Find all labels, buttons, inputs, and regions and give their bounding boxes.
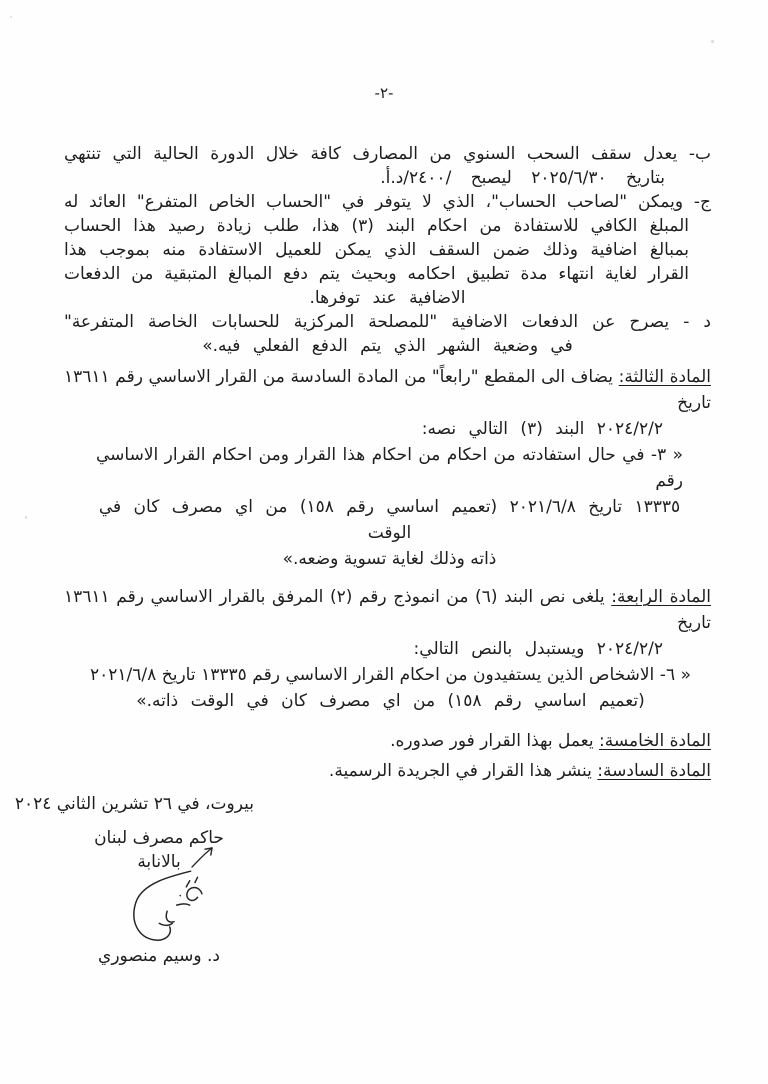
scan-speck [25,516,27,519]
page-number: -٢- [374,84,394,102]
clause-c-line: القرار لغاية انتهاء مدة تطبيق احكامه وبحيث يتم دفع المبالغ المتبقية من الدفعات [64,264,689,284]
quote-line: ذاته وذلك لغاية تسوية وضعه.» [282,549,497,569]
article-fifth-text: يعمل بهذا القرار فور صدوره. [390,731,594,751]
article-fourth-text: يلغى نص البند (٦) من انموذج رقم (٢) المرفق بالقرار الاساسي رقم ١٣٦١١ تاريخ [64,587,711,633]
clause-d-line: في وضعية الشهر الذي يتم الدفع الفعلي فيه.» [202,336,573,356]
scan-speck [10,16,12,18]
document-body [0,142,768,968]
article-third-text: يضاف الى المقطع "رابعاً" من المادة السادسة من القرار الاساسي رقم ١٣٦١١ تاريخ [64,367,711,413]
article-fifth [64,728,711,754]
place-and-date: بيروت، في ٢٦ تشرين الثاني ٢٠٢٤ [14,794,254,814]
clause-b [64,142,711,190]
quote-line: « ٣- في حال استفادته من احكام من احكام هذا القرار ومن احكام القرار الاساسي رقم [96,445,683,491]
article-fifth-line [64,728,711,754]
quote-line: ١٣٣٣٥ تاريخ ٢٠٢١/٦/٨ (تعميم اساسي رقم ١٥٨) من اي مصرف كان في الوقت [98,497,681,543]
clause-c-line: الاضافية عند توفرها. [309,288,466,308]
quote-line: (تعميم اساسي رقم ١٥٨) من اي مصرف كان في الوقت ذاته.» [136,691,645,711]
article-sixth [64,758,711,784]
article-third-opening-line [64,364,711,416]
quote-line: « ٦- الاشخاص الذين يستفيدون من احكام القرار الاساسي رقم ١٣٣٣٥ تاريخ ٢٠٢١/٦/٨ [90,665,691,685]
signer-name: د. وسيم منصوري [98,946,220,966]
clause-d [64,310,711,358]
article-fourth-heading: المادة الرابعة: [611,587,712,607]
clause-c [64,190,711,310]
article-third-quoted-text [64,442,711,572]
article-fourth-line: ٢٠٢٤/٢/٢ ويستبدل بالنص التالي: [413,639,663,659]
article-fourth-quoted-text [64,662,711,714]
signer-capacity-label: بالانابة [137,852,181,872]
clause-c-line: المبلغ الكافي للاستفادة من احكام البند (٣) هذا، طلب زيادة رصيد هذا الحساب [64,216,689,236]
signature-block [14,792,254,968]
article-sixth-text: ينشر هذا القرار في الجريدة الرسمية. [328,761,592,781]
scan-speck [711,40,714,43]
article-sixth-heading: المادة السادسة: [597,761,711,781]
article-third-line: ٢٠٢٤/٢/٢ البند (٣) التالي نصه: [421,419,663,439]
article-third-heading: المادة الثالثة: [618,367,711,387]
clause-c-line: ج- ويمكن "لصاحب الحساب"، الذي لا يتوفر في "الحساب الخاص المتفرع" العائد له [64,192,711,212]
signature-arrow-flourish-icon [190,844,216,870]
amendment-clauses [64,142,711,358]
clause-c-line: بمبالغ اضافية وذلك ضمن السقف الذي يمكن للعميل الاستفادة منه بموجب هذا [64,240,689,260]
signer-capacity [64,850,254,874]
article-fifth-heading: المادة الخامسة: [599,731,711,751]
article-sixth-line [64,758,711,784]
signer-title: حاكم مصرف لبنان [94,828,224,848]
clause-b-line: بتاريخ ٢٠٢٥/٦/٣٠ ليصبح /٢٤٠٠/د.أ. [380,168,665,188]
article-fourth-opening-line [64,584,711,636]
clause-b-line: ب- يعدل سقف السحب السنوي من المصارف كافة خلال الدورة الحالية التي تنتهي [64,144,711,164]
article-third [64,364,711,572]
handwritten-signature [120,866,216,946]
article-fourth [64,584,711,714]
clause-d-line: د - يصرح عن الدفعات الاضافية "للمصلحة المركزية للحسابات الخاصة المتفرعة" [64,312,711,332]
